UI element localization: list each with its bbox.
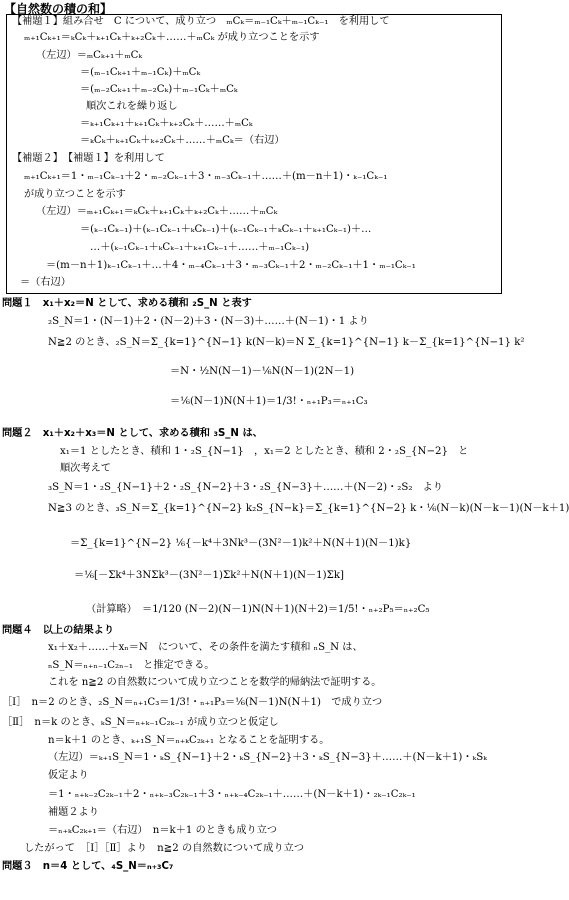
problem-line: 仮定より [48,770,89,781]
problem-line: ＝1・ₙ₊ₖ₋₂C₂ₖ₋₁＋2・ₙ₊ₖ₋₃C₂ₖ₋₁＋3・ₙ₊ₖ₋₄C₂ₖ₋₁＋……＋(N－k＋1)・₂ₖ₋₁C₂ₖ₋₁ [48,789,416,800]
lemma-line: （左辺）＝ₘCₖ₊₁＋ₘCₖ [36,50,143,61]
problem-line: ₂S_N＝1・(N－1)＋2・(N－2)＋3・(N－3)＋……＋(N－1)・1 より [48,316,369,327]
problem-line: N≧3 のとき、₃S_N＝Σ_{k=1}^{N−2} k₂S_{N−k}＝Σ_{k=1}^{N−2} k・⅙(N－k)(N－k－1)(N－k＋1) [48,503,569,514]
problem-line: ＝ₙ₊ₖC₂ₖ₊₁＝（右辺） n＝k＋1 のときも成り立つ [48,825,278,836]
problem-line: 問題３ n＝4 として、₄S_N＝ₙ₊₃C₇ [2,861,174,872]
problem-line: したがって ［Ⅰ］［Ⅱ］より n≧2 の自然数について成り立つ [24,843,305,854]
lemma-line: ＝ₖCₖ＋ₖ₊₁Cₖ＋ₖ₊₂Cₖ＋……＋ₘCₖ＝（右辺） [80,135,285,146]
problem-line: n＝k＋1 のとき、ₖ₊₁S_N＝ₙ₊ₖC₂ₖ₊₁ となることを証明する。 [48,735,330,746]
lemma-line: …＋(ₖ₋₁Cₖ₋₁＋ₖCₖ₋₁＋ₖ₊₁Cₖ₋₁＋……＋ₘ₋₁Cₖ₋₁) [90,242,310,253]
lemma-line: ₘ₊₁Cₖ₊₁＝1・ₘ₋₁Cₖ₋₁＋2・ₘ₋₂Cₖ₋₁＋3・ₘ₋₃Cₖ₋₁＋……＋(m－n＋1)・ₖ₋₁Cₖ₋₁ [24,171,388,182]
lemma-line: ＝(ₖ₋₁Cₖ₋₁)＋(ₖ₋₁Cₖ₋₁＋ₖCₖ₋₁)＋(ₖ₋₁Cₖ₋₁＋ₖCₖ₋₁＋ₖ₊₁Cₖ₋₁)＋… [80,224,372,235]
problem-line: （計算略） ＝1/120 (N－2)(N－1)N(N＋1)(N＋2)＝1/5!・ₙ₊₂P₅＝ₙ₊₂C₅ [86,604,430,615]
problem-line: これを n≧2 の自然数について成り立つことを数学的帰納法で証明する。 [48,677,382,688]
lemma-line: （左辺）＝ₘ₊₁Cₖ₊₁＝ₖCₖ＋ₖ₊₁Cₖ＋ₖ₊₂Cₖ＋……＋ₘCₖ [36,206,278,217]
problem-line: 補題２より [48,807,99,818]
lemma-line: 【補題２】 【補題１】を利用して [12,153,165,164]
lemma-line: ＝（右辺） [20,277,71,288]
problem-line: x₁＋x₂＋……＋xₙ＝N について、その条件を満たす積和 ₙS_N は、 [48,642,363,653]
problem-line: 問題２ x₁＋x₂＋x₃＝N として、求める積和 ₃S_N は、 [2,428,263,439]
lemma-line: ＝ₖ₊₁Cₖ₊₁＋ₖ₊₁Cₖ＋ₖ₊₂Cₖ＋……＋ₘCₖ [80,118,253,129]
problem-line: ＝N・½N(N－1)－⅙N(N－1)(2N－1) [170,366,355,377]
lemma-line: が成り立つことを示す [24,189,126,200]
problem-line: ₃S_N＝1・₂S_{N−1}＋2・₂S_{N−2}＋3・₂S_{N−3}＋……＋(N－2)・₂S₂ より [48,482,443,493]
problem-line: N≧2 のとき、₂S_N＝Σ_{k=1}^{N−1} k(N－k)＝N Σ_{k=1}^{N−1} k－Σ_{k=1}^{N−1} k² [48,337,525,348]
lemma-line: ＝(m－n＋1)ₖ₋₁Cₖ₋₁＋…＋4・ₘ₋₄Cₖ₋₁＋3・ₘ₋₃Cₖ₋₁＋2・ₘ₋₂Cₖ₋₁＋1・ₘ₋₁Cₖ₋₁ [46,260,416,271]
problem-line: ＝⅙[－Σk⁴＋3NΣk³－(3N²－1)Σk²＋N(N＋1)(N－1)Σk] [74,570,344,581]
problem-line: 順次考えて [60,463,111,474]
problem-line: ［Ⅰ］ n＝2 のとき、₂S_N＝ₙ₊₁C₃＝1/3!・ₙ₊₁P₃＝⅙(N－1)N(N＋1) で成り立つ [2,697,383,708]
page-title: 【自然数の積の和】 [4,2,113,16]
problem-line: ＝⅙(N－1)N(N＋1)＝1/3!・ₙ₊₁P₃＝ₙ₊₁C₃ [170,396,368,407]
problem-line: （左辺）＝ₖ₊₁S_N＝1・ₖS_{N−1}＋2・ₖS_{N−2}＋3・ₖS_{N−3}＋……＋(N－k＋1)・ₖSₖ [48,752,487,763]
lemma-line: ＝(ₘ₋₂Cₖ₊₁＋ₘ₋₂Cₖ)＋ₘ₋₁Cₖ＋ₘCₖ [80,84,238,95]
problem-line: 問題４ 以上の結果より [2,625,115,636]
problem-line: x₁＝1 としたとき、積和 1・₂S_{N−1} ，x₁＝2 としたとき、積和 2・₂S_{N−2} と [60,446,469,457]
lemma-line: ₘ₊₁Cₖ₊₁＝ₖCₖ＋ₖ₊₁Cₖ＋ₖ₊₂Cₖ＋……＋ₘCₖ が成り立つことを示す [24,32,320,43]
lemma-line: 【補題１】組み合せ C について、成り立つ ₘCₖ＝ₘ₋₁Cₖ＋ₘ₋₁Cₖ₋₁ を利用して [12,16,390,27]
problem-line: 問題１ x₁＋x₂＝N として、求める積和 ₂S_N と表す [2,298,252,309]
problem-line: ＝Σ_{k=1}^{N−2} ⅙{－k⁴＋3Nk³－(3N²－1)k²＋N(N＋1)(N－1)k} [70,538,412,549]
problem-line: ₙS_N＝ₙ₊ₙ₋₁C₂ₙ₋₁ と推定できる。 [48,660,215,671]
lemma-line: ＝(ₘ₋₁Cₖ₊₁＋ₘ₋₁Cₖ)＋ₘCₖ [80,67,201,78]
lemma-line: 順次これを繰り返し [86,101,178,112]
problem-line: ［Ⅱ］ n＝k のとき、ₖS_N＝ₙ₊ₖ₋₁C₂ₖ₋₁ が成り立つと仮定し [2,717,279,728]
